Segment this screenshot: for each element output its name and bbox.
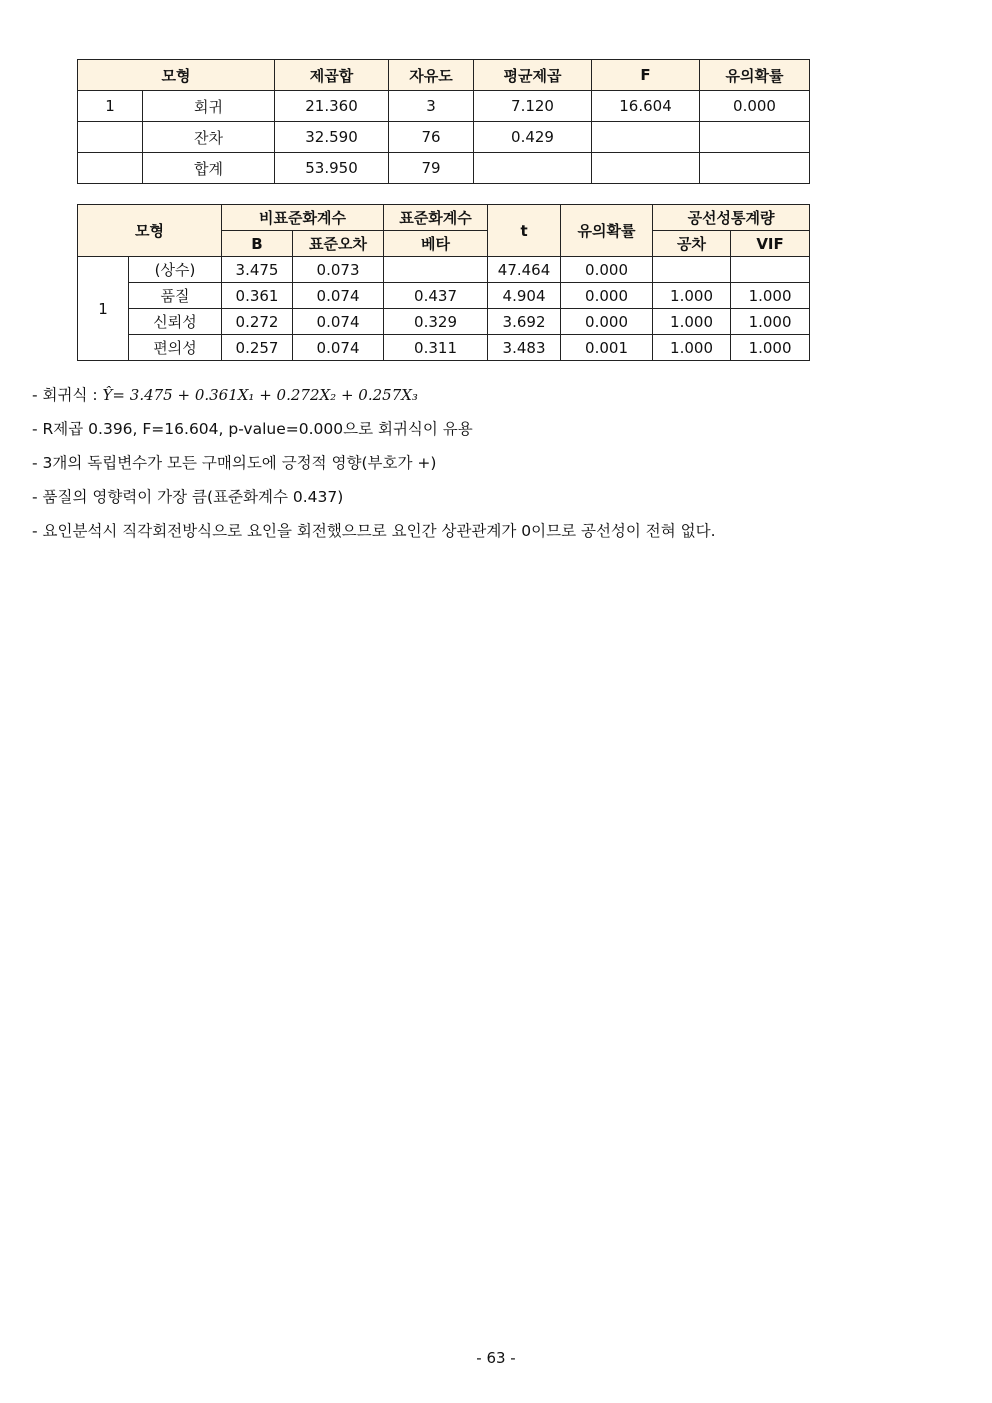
table-row <box>78 122 810 153</box>
header-cell: VIF <box>731 231 810 257</box>
label-cell: 합계 <box>143 153 275 184</box>
df-cell: 3 <box>389 91 474 122</box>
sig-cell: 0.000 <box>561 257 653 283</box>
header-cell: 자유도 <box>389 60 474 91</box>
header-cell: 제곱합 <box>275 60 389 91</box>
header-cell: t <box>488 205 561 257</box>
sig-cell <box>700 153 810 184</box>
header-cell: 표준오차 <box>293 231 384 257</box>
table-header-row <box>78 60 810 91</box>
b-cell: 0.257 <box>222 335 293 361</box>
header-cell: 유의확률 <box>700 60 810 91</box>
table-row <box>78 283 810 309</box>
b-cell: 3.475 <box>222 257 293 283</box>
t-cell: 47.464 <box>488 257 561 283</box>
vif-cell: 1.000 <box>731 335 810 361</box>
header-cell: 모형 <box>78 205 222 257</box>
ms-cell <box>474 153 592 184</box>
tol-cell: 1.000 <box>653 335 731 361</box>
table-row <box>78 91 810 122</box>
model-cell <box>78 153 143 184</box>
note-line: - 3개의 독립변수가 모든 구매의도에 긍정적 영향(부호가 +) <box>32 454 437 472</box>
header-cell: 유의확률 <box>561 205 653 257</box>
se-cell: 0.073 <box>293 257 384 283</box>
beta-cell <box>384 257 488 283</box>
table-row <box>78 257 810 283</box>
ms-cell: 0.429 <box>474 122 592 153</box>
se-cell: 0.074 <box>293 335 384 361</box>
page-number: - 63 - <box>476 1349 516 1367</box>
vif-cell: 1.000 <box>731 309 810 335</box>
label-cell: 편의성 <box>129 335 222 361</box>
t-cell: 3.692 <box>488 309 561 335</box>
header-cell: 평균제곱 <box>474 60 592 91</box>
notes-list <box>32 378 962 548</box>
sig-cell: 0.000 <box>700 91 810 122</box>
model-cell: 1 <box>78 257 129 361</box>
table-row <box>78 309 810 335</box>
anova-table <box>77 59 810 184</box>
ss-cell: 32.590 <box>275 122 389 153</box>
tol-cell: 1.000 <box>653 309 731 335</box>
label-cell: 신뢰성 <box>129 309 222 335</box>
label-cell: 회귀 <box>143 91 275 122</box>
header-cell: 비표준화계수 <box>222 205 384 231</box>
coefficients-table <box>77 204 810 361</box>
sig-cell: 0.001 <box>561 335 653 361</box>
table-row <box>78 335 810 361</box>
vif-cell <box>731 257 810 283</box>
t-cell: 3.483 <box>488 335 561 361</box>
header-cell: B <box>222 231 293 257</box>
b-cell: 0.361 <box>222 283 293 309</box>
t-cell: 4.904 <box>488 283 561 309</box>
label-cell: 품질 <box>129 283 222 309</box>
equation-line <box>32 378 962 412</box>
header-cell: 표준화계수 <box>384 205 488 231</box>
tol-cell <box>653 257 731 283</box>
beta-cell: 0.437 <box>384 283 488 309</box>
ms-cell: 7.120 <box>474 91 592 122</box>
equation-prefix: - 회귀식 : <box>32 386 98 404</box>
sig-cell: 0.000 <box>561 309 653 335</box>
label-cell: (상수) <box>129 257 222 283</box>
table-row <box>78 153 810 184</box>
header-cell: 모형 <box>78 60 275 91</box>
regression-equation: Ŷ= 3.475 + 0.361X₁ + 0.272X₂ + 0.257X₃ <box>102 386 418 404</box>
header-cell: 공선성통계량 <box>653 205 810 231</box>
note-line: - R제곱 0.396, F=16.604, p-value=0.000으로 회귀식이 유용 <box>32 420 473 438</box>
b-cell: 0.272 <box>222 309 293 335</box>
label-cell: 잔차 <box>143 122 275 153</box>
beta-cell: 0.329 <box>384 309 488 335</box>
sig-cell <box>700 122 810 153</box>
model-cell: 1 <box>78 91 143 122</box>
se-cell: 0.074 <box>293 309 384 335</box>
df-cell: 79 <box>389 153 474 184</box>
f-cell <box>592 122 700 153</box>
ss-cell: 53.950 <box>275 153 389 184</box>
beta-cell: 0.311 <box>384 335 488 361</box>
vif-cell: 1.000 <box>731 283 810 309</box>
f-cell <box>592 153 700 184</box>
header-cell: 공차 <box>653 231 731 257</box>
f-cell: 16.604 <box>592 91 700 122</box>
se-cell: 0.074 <box>293 283 384 309</box>
note-line: - 요인분석시 직각회전방식으로 요인을 회전했으므로 요인간 상관관계가 0이므로 공선성이 전혀 없다. <box>32 522 716 540</box>
header-cell: 베타 <box>384 231 488 257</box>
df-cell: 76 <box>389 122 474 153</box>
table-header-row <box>78 205 810 231</box>
sig-cell: 0.000 <box>561 283 653 309</box>
tol-cell: 1.000 <box>653 283 731 309</box>
header-cell: F <box>592 60 700 91</box>
model-cell <box>78 122 143 153</box>
note-line: - 품질의 영향력이 가장 큼(표준화계수 0.437) <box>32 488 344 506</box>
ss-cell: 21.360 <box>275 91 389 122</box>
